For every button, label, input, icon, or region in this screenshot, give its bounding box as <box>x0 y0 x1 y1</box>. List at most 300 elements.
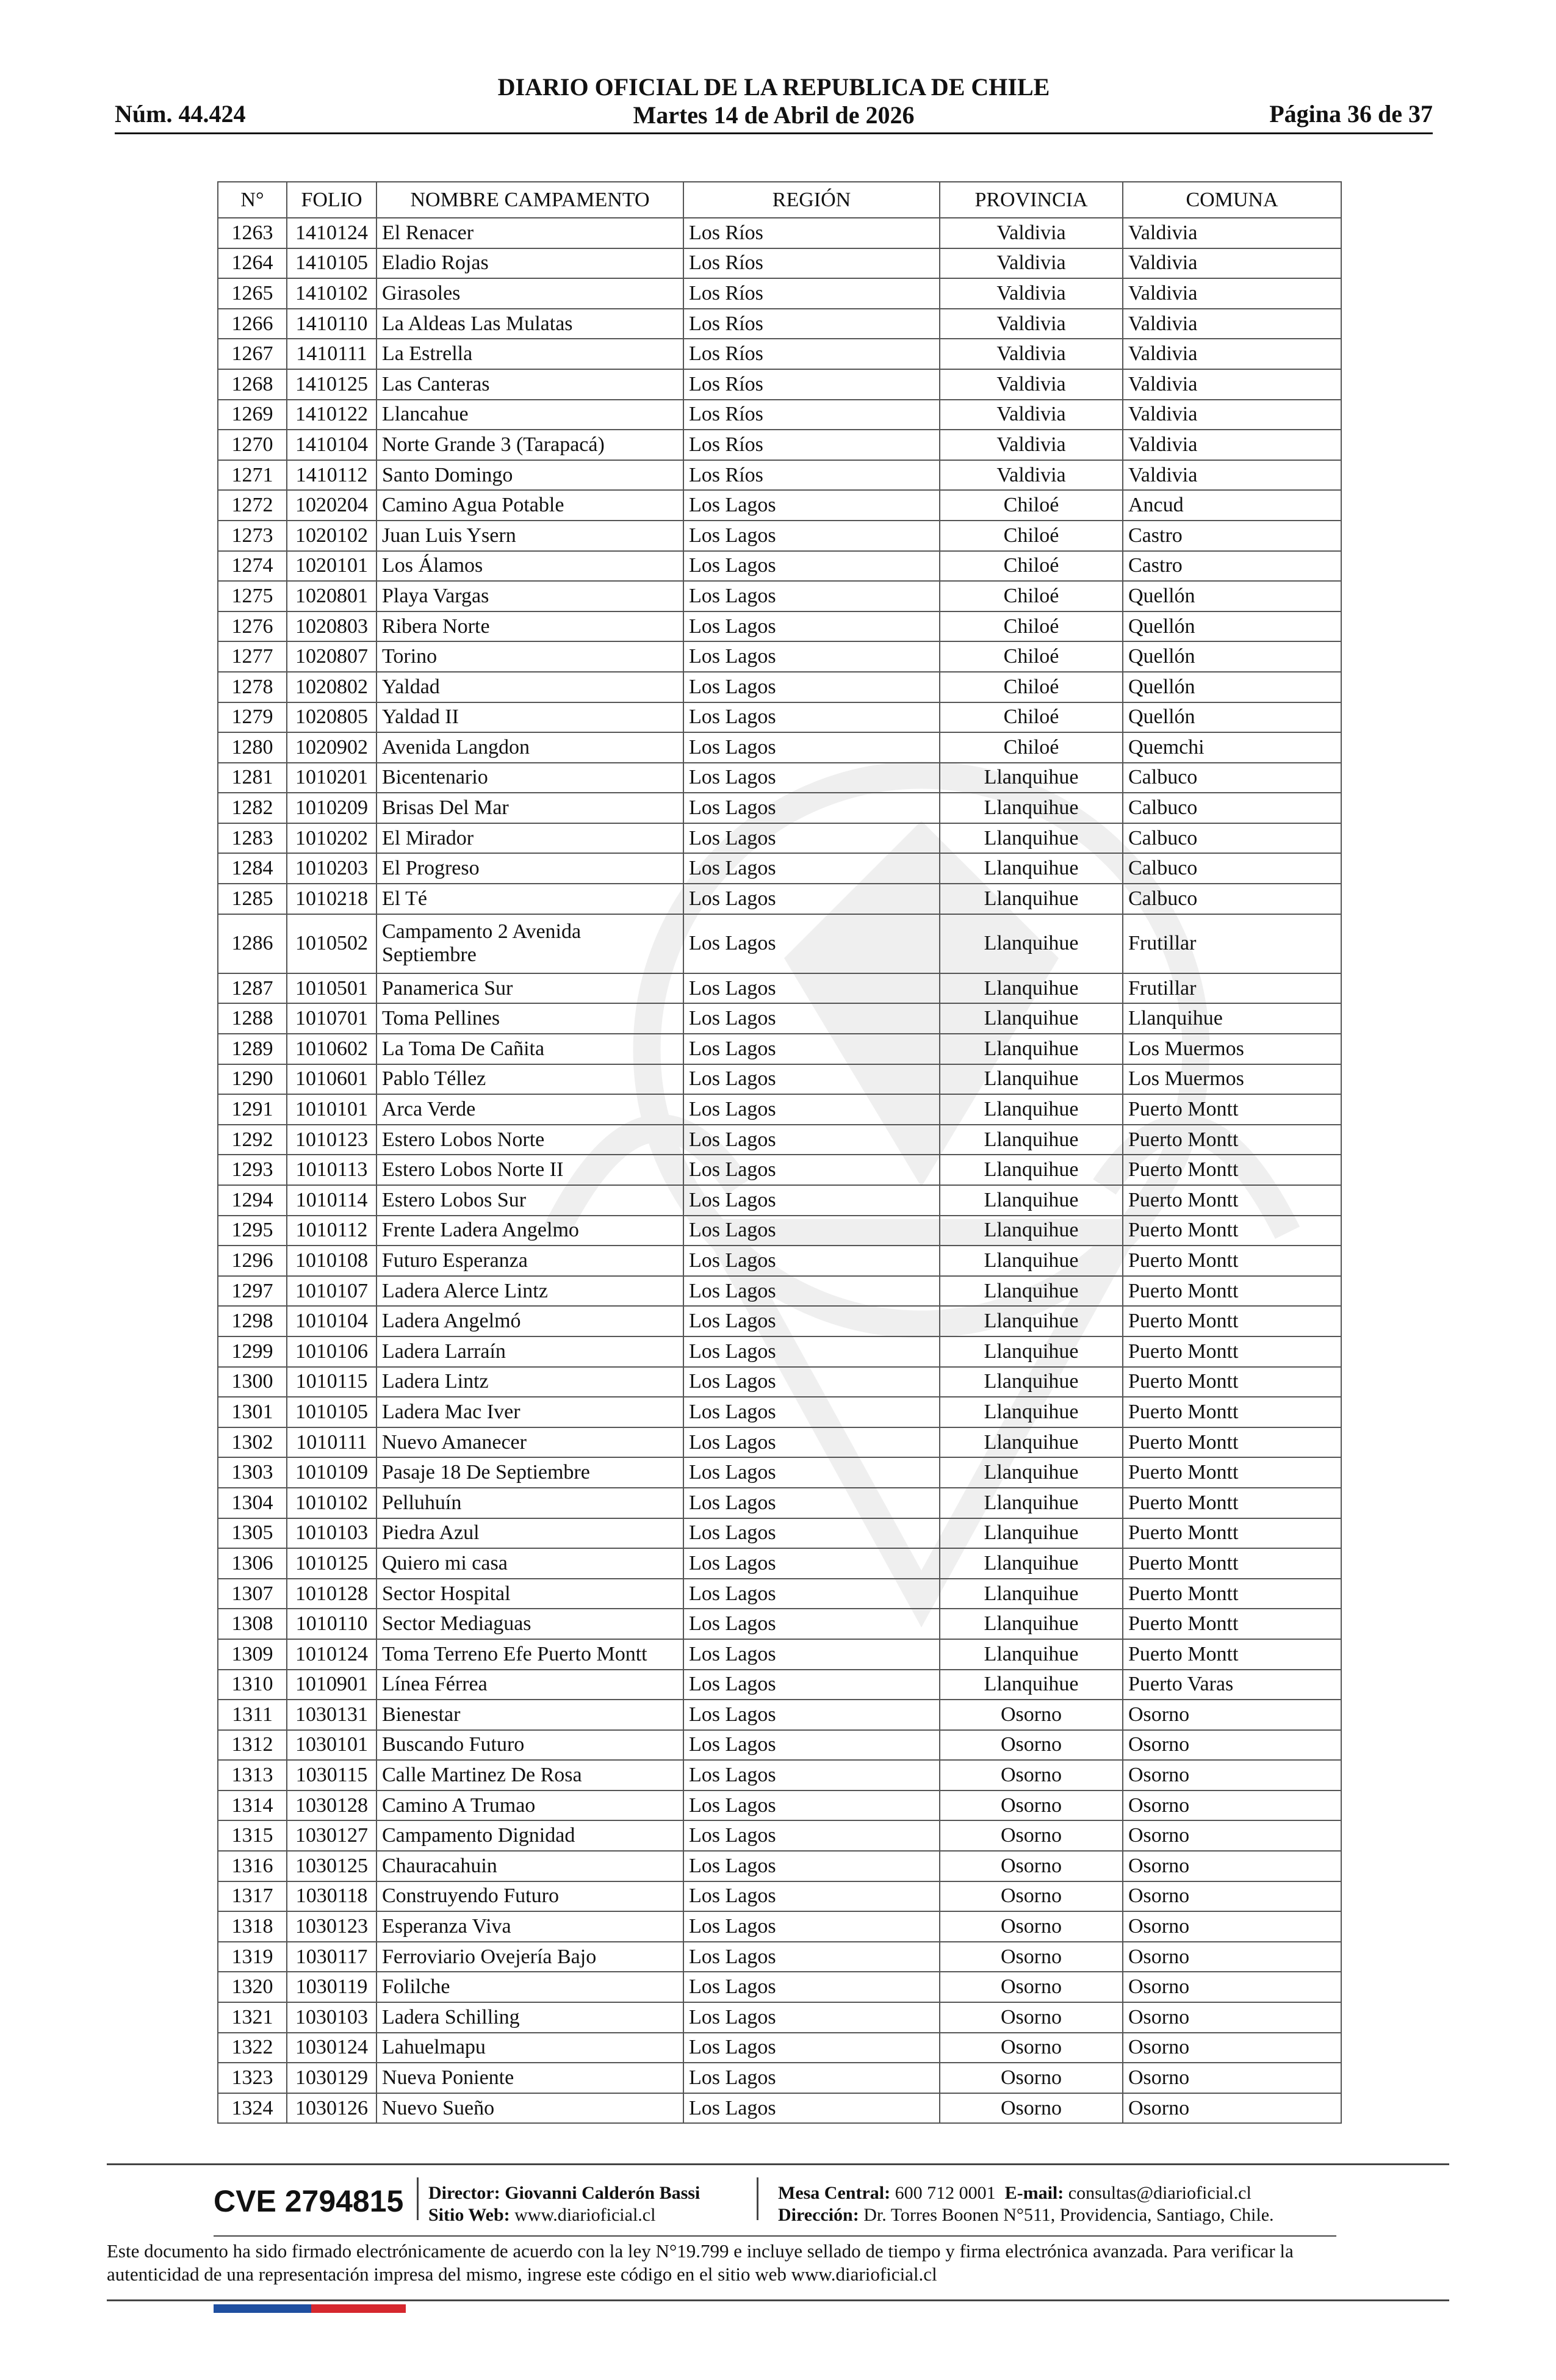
row-province: Llanquihue <box>940 1155 1123 1185</box>
row-number: 1296 <box>218 1246 287 1276</box>
table-row <box>218 309 1341 339</box>
table-row <box>218 1246 1341 1276</box>
page-header <box>115 73 1433 134</box>
table-body <box>218 218 1341 2123</box>
row-camp-name: Llancahue <box>376 400 683 430</box>
table-row <box>218 1185 1341 1216</box>
row-region: Los Lagos <box>683 1851 940 1881</box>
row-province: Llanquihue <box>940 1518 1123 1549</box>
row-folio: 1010502 <box>287 914 376 973</box>
row-camp-name: Toma Pellines <box>376 1003 683 1034</box>
row-folio: 1410112 <box>287 460 376 491</box>
flag-stripe-red <box>311 2304 406 2313</box>
row-folio: 1010209 <box>287 793 376 823</box>
row-number: 1319 <box>218 1942 287 1972</box>
row-camp-name: Yaldad <box>376 672 683 702</box>
table-row <box>218 551 1341 582</box>
row-camp-name: Calle Martinez De Rosa <box>376 1760 683 1790</box>
row-number: 1297 <box>218 1276 287 1307</box>
row-number: 1292 <box>218 1125 287 1155</box>
row-commune: Puerto Montt <box>1123 1579 1341 1609</box>
row-folio: 1010202 <box>287 823 376 854</box>
row-region: Los Lagos <box>683 1548 940 1579</box>
table-row <box>218 1125 1341 1155</box>
row-number: 1288 <box>218 1003 287 1034</box>
row-camp-name: Frente Ladera Angelmo <box>376 1216 683 1246</box>
row-number: 1286 <box>218 914 287 973</box>
row-camp-name: Nueva Poniente <box>376 2063 683 2093</box>
table-row <box>218 1548 1341 1579</box>
website-link[interactable]: www.diarioficial.cl <box>514 2205 656 2225</box>
row-commune: Quemchi <box>1123 732 1341 763</box>
director-name: Giovanni Calderón Bassi <box>505 2183 701 2203</box>
row-camp-name: Ladera Lintz <box>376 1367 683 1397</box>
row-number: 1269 <box>218 400 287 430</box>
row-region: Los Lagos <box>683 1790 940 1821</box>
row-province: Valdivia <box>940 460 1123 491</box>
row-commune: Osorno <box>1123 1881 1341 1912</box>
row-folio: 1010101 <box>287 1094 376 1125</box>
row-commune: Puerto Montt <box>1123 1336 1341 1367</box>
row-commune: Castro <box>1123 521 1341 551</box>
row-folio: 1010128 <box>287 1579 376 1609</box>
table-row <box>218 430 1341 460</box>
row-region: Los Lagos <box>683 1609 940 1639</box>
table-row <box>218 1276 1341 1307</box>
row-camp-name: Nuevo Sueño <box>376 2093 683 2124</box>
col-region-header: REGIÓN <box>683 182 940 218</box>
row-province: Osorno <box>940 1942 1123 1972</box>
row-province: Osorno <box>940 1911 1123 1942</box>
row-number: 1294 <box>218 1185 287 1216</box>
row-folio: 1020807 <box>287 641 376 672</box>
row-region: Los Lagos <box>683 853 940 884</box>
table-row <box>218 823 1341 854</box>
row-number: 1313 <box>218 1760 287 1790</box>
row-number: 1293 <box>218 1155 287 1185</box>
row-region: Los Ríos <box>683 248 940 279</box>
row-folio: 1030119 <box>287 1972 376 2002</box>
row-number: 1279 <box>218 702 287 733</box>
row-folio: 1010102 <box>287 1488 376 1518</box>
table-row <box>218 1639 1341 1670</box>
row-number: 1299 <box>218 1336 287 1367</box>
row-camp-name: Esperanza Viva <box>376 1911 683 1942</box>
row-region: Los Ríos <box>683 430 940 460</box>
row-camp-name: Ladera Larraín <box>376 1336 683 1367</box>
row-commune: Osorno <box>1123 2002 1341 2033</box>
table-row <box>218 1034 1341 1064</box>
row-camp-name: Quiero mi casa <box>376 1548 683 1579</box>
row-folio: 1010111 <box>287 1427 376 1458</box>
row-province: Llanquihue <box>940 1216 1123 1246</box>
table-row <box>218 278 1341 309</box>
row-folio: 1030101 <box>287 1730 376 1761</box>
row-region: Los Lagos <box>683 1760 940 1790</box>
row-province: Chiloé <box>940 581 1123 611</box>
table-row <box>218 914 1341 973</box>
row-number: 1300 <box>218 1367 287 1397</box>
row-commune: Osorno <box>1123 1730 1341 1761</box>
table-row <box>218 1851 1341 1881</box>
row-folio: 1010123 <box>287 1125 376 1155</box>
row-province: Llanquihue <box>940 1276 1123 1307</box>
row-province: Llanquihue <box>940 1488 1123 1518</box>
row-commune: Puerto Montt <box>1123 1155 1341 1185</box>
row-province: Chiloé <box>940 702 1123 733</box>
table-row <box>218 732 1341 763</box>
row-province: Llanquihue <box>940 1306 1123 1336</box>
row-number: 1272 <box>218 490 287 521</box>
table-row <box>218 641 1341 672</box>
row-commune: Calbuco <box>1123 884 1341 914</box>
row-folio: 1020204 <box>287 490 376 521</box>
row-camp-name: Nuevo Amanecer <box>376 1427 683 1458</box>
page-number: Página 36 de 37 <box>1269 100 1433 128</box>
page-footer <box>107 2163 1449 2238</box>
issue-date: Martes 14 de Abril de 2026 <box>633 101 915 129</box>
row-number: 1318 <box>218 1911 287 1942</box>
row-province: Llanquihue <box>940 1609 1123 1639</box>
table-row <box>218 369 1341 400</box>
row-region: Los Lagos <box>683 641 940 672</box>
row-number: 1277 <box>218 641 287 672</box>
row-province: Llanquihue <box>940 1246 1123 1276</box>
row-commune: Calbuco <box>1123 823 1341 854</box>
legal-notice: Este documento ha sido firmado electrónicamente de acuerdo con la ley N°19.799 e incluye sellado de tiempo y firma electrónica avanzada. Para verificar la autenticidad de una representación impresa del mismo, ingrese este código en el sitio web www.diarioficial.cl <box>107 2240 1294 2285</box>
row-province: Osorno <box>940 2033 1123 2063</box>
row-province: Llanquihue <box>940 1367 1123 1397</box>
row-region: Los Lagos <box>683 490 940 521</box>
row-region: Los Lagos <box>683 1397 940 1427</box>
row-province: Valdivia <box>940 248 1123 279</box>
row-folio: 1010115 <box>287 1367 376 1397</box>
table-row <box>218 1942 1341 1972</box>
row-number: 1316 <box>218 1851 287 1881</box>
row-folio: 1030128 <box>287 1790 376 1821</box>
row-camp-name: La Estrella <box>376 339 683 369</box>
row-province: Llanquihue <box>940 1670 1123 1700</box>
row-number: 1274 <box>218 551 287 582</box>
row-folio: 1010218 <box>287 884 376 914</box>
row-folio: 1010602 <box>287 1034 376 1064</box>
row-camp-name: El Té <box>376 884 683 914</box>
email-link[interactable]: consultas@diarioficial.cl <box>1068 2183 1252 2203</box>
row-number: 1282 <box>218 793 287 823</box>
row-camp-name: Piedra Azul <box>376 1518 683 1549</box>
row-folio: 1010601 <box>287 1064 376 1095</box>
row-commune: Puerto Montt <box>1123 1306 1341 1336</box>
row-camp-name: Campamento 2 Avenida Septiembre <box>376 914 683 973</box>
row-camp-name: Futuro Esperanza <box>376 1246 683 1276</box>
row-camp-name: Lahuelmapu <box>376 2033 683 2063</box>
row-camp-name: Torino <box>376 641 683 672</box>
row-commune: Llanquihue <box>1123 1003 1341 1034</box>
row-camp-name: Ferroviario Ovejería Bajo <box>376 1942 683 1972</box>
table-row <box>218 1064 1341 1095</box>
row-camp-name: Eladio Rojas <box>376 248 683 279</box>
row-commune: Osorno <box>1123 1700 1341 1730</box>
row-region: Los Lagos <box>683 2093 940 2124</box>
row-province: Llanquihue <box>940 1094 1123 1125</box>
row-folio: 1010701 <box>287 1003 376 1034</box>
row-commune: Los Muermos <box>1123 1034 1341 1064</box>
row-camp-name: Estero Lobos Norte <box>376 1125 683 1155</box>
row-number: 1273 <box>218 521 287 551</box>
row-camp-name: Sector Mediaguas <box>376 1609 683 1639</box>
col-name-header: NOMBRE CAMPAMENTO <box>376 182 683 218</box>
row-province: Chiloé <box>940 732 1123 763</box>
row-commune: Osorno <box>1123 1972 1341 2002</box>
table-row <box>218 460 1341 491</box>
row-commune: Calbuco <box>1123 793 1341 823</box>
row-commune: Valdivia <box>1123 248 1341 279</box>
row-folio: 1010203 <box>287 853 376 884</box>
row-province: Llanquihue <box>940 973 1123 1004</box>
row-region: Los Lagos <box>683 1094 940 1125</box>
row-commune: Frutillar <box>1123 914 1341 973</box>
row-province: Llanquihue <box>940 1336 1123 1367</box>
row-commune: Puerto Montt <box>1123 1367 1341 1397</box>
row-commune: Puerto Montt <box>1123 1609 1341 1639</box>
row-province: Osorno <box>940 1700 1123 1730</box>
row-commune: Frutillar <box>1123 973 1341 1004</box>
row-commune: Valdivia <box>1123 309 1341 339</box>
row-region: Los Lagos <box>683 1064 940 1095</box>
row-province: Valdivia <box>940 400 1123 430</box>
row-folio: 1020801 <box>287 581 376 611</box>
row-commune: Puerto Montt <box>1123 1185 1341 1216</box>
row-region: Los Lagos <box>683 884 940 914</box>
row-province: Valdivia <box>940 278 1123 309</box>
row-region: Los Lagos <box>683 1457 940 1488</box>
row-number: 1280 <box>218 732 287 763</box>
phone-number: 600 712 0001 <box>895 2183 996 2203</box>
row-region: Los Ríos <box>683 369 940 400</box>
row-camp-name: Juan Luis Ysern <box>376 521 683 551</box>
row-region: Los Lagos <box>683 1003 940 1034</box>
row-commune: Osorno <box>1123 1820 1341 1851</box>
table-row <box>218 1518 1341 1549</box>
row-commune: Valdivia <box>1123 218 1341 248</box>
row-commune: Osorno <box>1123 2063 1341 2093</box>
row-camp-name: Buscando Futuro <box>376 1730 683 1761</box>
row-number: 1310 <box>218 1670 287 1700</box>
row-camp-name: Bicentenario <box>376 763 683 793</box>
row-camp-name: Santo Domingo <box>376 460 683 491</box>
row-region: Los Lagos <box>683 732 940 763</box>
row-commune: Puerto Montt <box>1123 1518 1341 1549</box>
row-province: Osorno <box>940 1972 1123 2002</box>
row-number: 1320 <box>218 1972 287 2002</box>
row-province: Llanquihue <box>940 1034 1123 1064</box>
row-camp-name: Avenida Langdon <box>376 732 683 763</box>
row-region: Los Ríos <box>683 400 940 430</box>
table-row <box>218 702 1341 733</box>
row-number: 1321 <box>218 2002 287 2033</box>
table-row <box>218 1427 1341 1458</box>
row-folio: 1010106 <box>287 1336 376 1367</box>
table-row <box>218 884 1341 914</box>
row-camp-name: Las Canteras <box>376 369 683 400</box>
row-province: Osorno <box>940 1820 1123 1851</box>
phone-label: Mesa Central: <box>778 2183 891 2203</box>
row-commune: Ancud <box>1123 490 1341 521</box>
row-camp-name: Ladera Schilling <box>376 2002 683 2033</box>
row-commune: Calbuco <box>1123 763 1341 793</box>
row-region: Los Lagos <box>683 1730 940 1761</box>
row-folio: 1010114 <box>287 1185 376 1216</box>
header-rule <box>115 132 1433 134</box>
row-commune: Puerto Montt <box>1123 1639 1341 1670</box>
row-number: 1284 <box>218 853 287 884</box>
row-region: Los Lagos <box>683 672 940 702</box>
row-commune: Osorno <box>1123 2093 1341 2124</box>
table-row <box>218 218 1341 248</box>
row-province: Chiloé <box>940 611 1123 642</box>
row-number: 1312 <box>218 1730 287 1761</box>
table-row <box>218 490 1341 521</box>
row-region: Los Lagos <box>683 1246 940 1276</box>
table-row <box>218 1760 1341 1790</box>
row-region: Los Ríos <box>683 278 940 309</box>
row-region: Los Lagos <box>683 1155 940 1185</box>
row-folio: 1030129 <box>287 2063 376 2093</box>
row-commune: Quellón <box>1123 641 1341 672</box>
table-row <box>218 672 1341 702</box>
row-province: Chiloé <box>940 521 1123 551</box>
row-province: Llanquihue <box>940 1548 1123 1579</box>
row-region: Los Lagos <box>683 1972 940 2002</box>
table-row <box>218 2002 1341 2033</box>
row-camp-name: El Renacer <box>376 218 683 248</box>
row-province: Osorno <box>940 2093 1123 2124</box>
row-commune: Quellón <box>1123 672 1341 702</box>
row-number: 1287 <box>218 973 287 1004</box>
row-province: Osorno <box>940 1851 1123 1881</box>
row-number: 1291 <box>218 1094 287 1125</box>
row-province: Llanquihue <box>940 763 1123 793</box>
table-row <box>218 611 1341 642</box>
row-region: Los Lagos <box>683 1700 940 1730</box>
row-number: 1271 <box>218 460 287 491</box>
row-folio: 1030131 <box>287 1700 376 1730</box>
row-region: Los Lagos <box>683 1216 940 1246</box>
table-row <box>218 1881 1341 1912</box>
col-commune-header: COMUNA <box>1123 182 1341 218</box>
row-camp-name: Toma Terreno Efe Puerto Montt <box>376 1639 683 1670</box>
contact-info <box>778 2182 1274 2226</box>
row-province: Chiloé <box>940 641 1123 672</box>
row-folio: 1010112 <box>287 1216 376 1246</box>
row-number: 1302 <box>218 1427 287 1458</box>
row-region: Los Lagos <box>683 1670 940 1700</box>
address-text: Dr. Torres Boonen N°511, Providencia, Santiago, Chile. <box>863 2205 1274 2225</box>
row-number: 1264 <box>218 248 287 279</box>
row-commune: Valdivia <box>1123 339 1341 369</box>
row-commune: Quellón <box>1123 581 1341 611</box>
row-province: Valdivia <box>940 369 1123 400</box>
row-commune: Quellón <box>1123 611 1341 642</box>
row-camp-name: El Progreso <box>376 853 683 884</box>
row-region: Los Lagos <box>683 1942 940 1972</box>
row-region: Los Lagos <box>683 1034 940 1064</box>
col-province-header: PROVINCIA <box>940 182 1123 218</box>
row-folio: 1410104 <box>287 430 376 460</box>
row-province: Osorno <box>940 1790 1123 1821</box>
row-commune: Osorno <box>1123 1942 1341 1972</box>
row-commune: Los Muermos <box>1123 1064 1341 1095</box>
row-commune: Valdivia <box>1123 430 1341 460</box>
row-region: Los Lagos <box>683 1336 940 1367</box>
footer-divider <box>757 2177 758 2220</box>
row-camp-name: Brisas Del Mar <box>376 793 683 823</box>
row-camp-name: Línea Férrea <box>376 1670 683 1700</box>
row-number: 1317 <box>218 1881 287 1912</box>
table-row <box>218 1579 1341 1609</box>
row-region: Los Ríos <box>683 309 940 339</box>
row-folio: 1010125 <box>287 1548 376 1579</box>
director-label: Director: <box>428 2183 500 2203</box>
row-camp-name: Pasaje 18 De Septiembre <box>376 1457 683 1488</box>
row-province: Llanquihue <box>940 1064 1123 1095</box>
cve-code: CVE 2794815 <box>214 2184 404 2218</box>
row-number: 1322 <box>218 2033 287 2063</box>
table-row <box>218 581 1341 611</box>
table-row <box>218 1609 1341 1639</box>
row-province: Llanquihue <box>940 1185 1123 1216</box>
row-province: Osorno <box>940 1881 1123 1912</box>
row-province: Osorno <box>940 1730 1123 1761</box>
row-camp-name: Playa Vargas <box>376 581 683 611</box>
table-row <box>218 1670 1341 1700</box>
row-folio: 1010901 <box>287 1670 376 1700</box>
row-number: 1265 <box>218 278 287 309</box>
row-folio: 1020805 <box>287 702 376 733</box>
footer-bottom-rule <box>107 2299 1449 2301</box>
row-folio: 1010105 <box>287 1397 376 1427</box>
table-header-row <box>218 182 1341 218</box>
row-region: Los Ríos <box>683 218 940 248</box>
row-number: 1307 <box>218 1579 287 1609</box>
row-commune: Osorno <box>1123 2033 1341 2063</box>
table-row <box>218 1488 1341 1518</box>
row-number: 1267 <box>218 339 287 369</box>
row-commune: Puerto Varas <box>1123 1670 1341 1700</box>
row-province: Llanquihue <box>940 853 1123 884</box>
row-province: Osorno <box>940 2063 1123 2093</box>
row-province: Osorno <box>940 1760 1123 1790</box>
row-province: Chiloé <box>940 490 1123 521</box>
footer-mid-rule <box>214 2235 1336 2237</box>
row-region: Los Lagos <box>683 763 940 793</box>
row-province: Valdivia <box>940 218 1123 248</box>
row-folio: 1030117 <box>287 1942 376 1972</box>
row-commune: Valdivia <box>1123 369 1341 400</box>
table-row <box>218 1730 1341 1761</box>
row-camp-name: Sector Hospital <box>376 1579 683 1609</box>
row-commune: Puerto Montt <box>1123 1488 1341 1518</box>
row-commune: Osorno <box>1123 1911 1341 1942</box>
row-province: Llanquihue <box>940 1427 1123 1458</box>
row-region: Los Lagos <box>683 2002 940 2033</box>
row-region: Los Lagos <box>683 611 940 642</box>
row-number: 1263 <box>218 218 287 248</box>
row-number: 1308 <box>218 1609 287 1639</box>
row-number: 1281 <box>218 763 287 793</box>
row-camp-name: Estero Lobos Norte II <box>376 1155 683 1185</box>
table-row <box>218 1216 1341 1246</box>
